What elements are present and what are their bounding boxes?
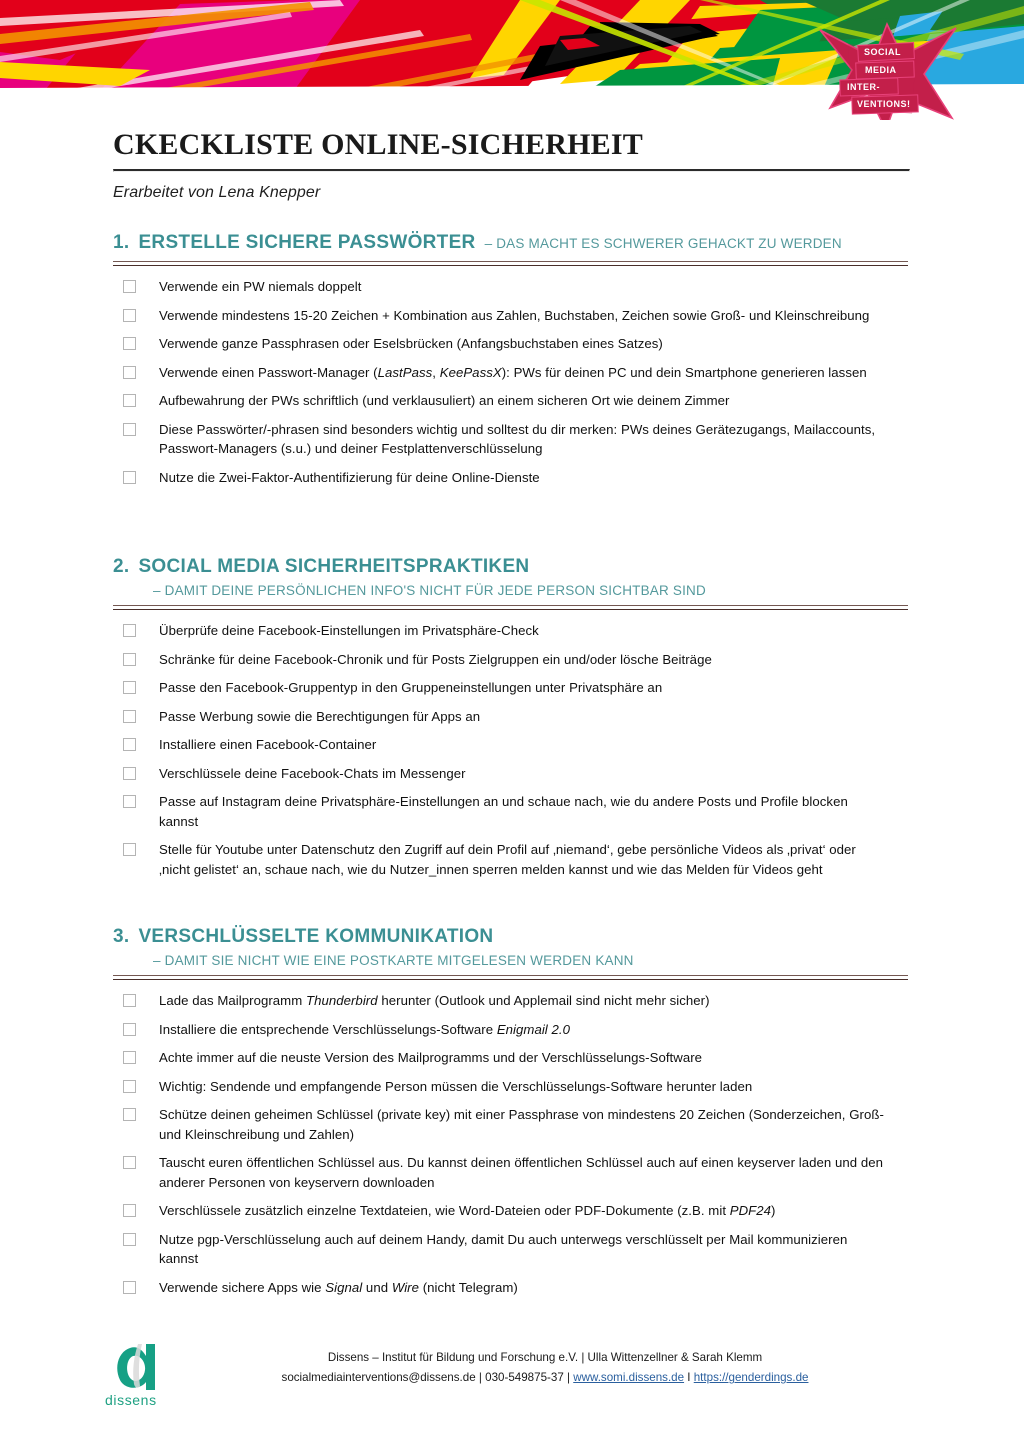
checkbox-icon[interactable] bbox=[123, 280, 136, 293]
footer-contact-prefix: socialmediainterventions@dissens.de | 030-549875-37 | bbox=[281, 1371, 574, 1385]
checklist-item-label: Verwende mindestens 15-20 Zeichen + Kombination aus Zahlen, Buchstaben, Zeichen sowie Groß- und Kleinschreibung bbox=[159, 307, 870, 323]
checkbox-icon[interactable] bbox=[123, 1156, 136, 1169]
checkbox-icon[interactable] bbox=[123, 1023, 136, 1036]
checklist-item[interactable] bbox=[113, 420, 908, 459]
checklist-item[interactable] bbox=[113, 468, 908, 488]
section-1-checklist bbox=[113, 277, 908, 487]
checklist-item-label: Passe den Facebook-Gruppentyp in den Gruppeneinstellungen unter Privatsphäre an bbox=[159, 680, 663, 696]
checkbox-icon[interactable] bbox=[123, 710, 136, 723]
social-media-interventions-star-logo bbox=[812, 22, 962, 120]
checklist-item-label: Stelle für Youtube unter Datenschutz den Zugriff auf dein Profil auf ‚niemand‘, gebe persönliche Videos als ‚privat‘ oder ‚nicht gelistet‘ an, schaue nach, wie du Nutzer_innen sperren melden kannst und wie das Melden für Videos geht bbox=[159, 842, 856, 877]
checklist-item[interactable] bbox=[113, 1201, 908, 1221]
checkbox-icon[interactable] bbox=[123, 1281, 136, 1294]
section-2-title: SOCIAL MEDIA SICHERHEITSPRAKTIKEN bbox=[138, 556, 530, 577]
section-2-divider bbox=[113, 605, 908, 611]
checklist-item[interactable] bbox=[113, 363, 908, 383]
star-label-line-3: INTER- bbox=[847, 82, 880, 92]
checklist-item[interactable] bbox=[113, 792, 908, 831]
checkbox-icon[interactable] bbox=[123, 366, 136, 379]
checklist-item-label: Aufbewahrung der PWs schriftlich (und verklausuliert) an einem sicheren Ort wie deinem Zimmer bbox=[159, 393, 730, 409]
checkbox-icon[interactable] bbox=[123, 423, 136, 436]
checkbox-icon[interactable] bbox=[123, 681, 136, 694]
checklist-item[interactable] bbox=[113, 764, 908, 784]
title-divider bbox=[113, 169, 910, 172]
checklist-item[interactable] bbox=[113, 1230, 908, 1269]
checklist-item[interactable] bbox=[113, 678, 908, 698]
checkbox-icon[interactable] bbox=[123, 337, 136, 350]
checklist-item-label: Verwende ganze Passphrasen oder Eselsbrücken (Anfangsbuchstaben eines Satzes) bbox=[159, 336, 663, 352]
star-label-line-1: SOCIAL bbox=[864, 47, 902, 57]
checklist-item[interactable] bbox=[113, 1278, 908, 1298]
section-3-heading bbox=[113, 926, 908, 948]
section-3-number: 3. bbox=[113, 926, 130, 947]
checklist-item[interactable] bbox=[113, 1048, 908, 1068]
checklist-item-label: Verschlüssele deine Facebook-Chats im Messenger bbox=[159, 765, 466, 781]
star-label-line-2: MEDIA bbox=[865, 65, 897, 75]
section-1-heading bbox=[113, 232, 908, 254]
checklist-item-label: Verwende ein PW niemals doppelt bbox=[159, 279, 362, 294]
checklist-item[interactable] bbox=[113, 621, 908, 641]
section-1 bbox=[113, 232, 908, 496]
checklist-item[interactable] bbox=[113, 840, 908, 879]
section-3 bbox=[113, 926, 908, 1306]
star-label-line-4: VENTIONS! bbox=[857, 99, 911, 109]
checkbox-icon[interactable] bbox=[123, 767, 136, 780]
checklist-item[interactable] bbox=[113, 1105, 908, 1144]
checklist-item-label: Nutze pgp-Verschlüsselung auch auf deinem Handy, damit Du auch unterwegs verschlüsselt per Mail kommunizieren kannst bbox=[159, 1231, 848, 1267]
section-3-divider bbox=[113, 975, 908, 981]
checklist-item[interactable] bbox=[113, 1020, 908, 1040]
title-block bbox=[113, 128, 908, 202]
checkbox-icon[interactable] bbox=[123, 1108, 136, 1121]
section-2-checklist bbox=[113, 621, 908, 879]
section-3-title: VERSCHLÜSSELTE KOMMUNIKATION bbox=[138, 926, 494, 947]
checklist-item-label: Nutze die Zwei-Faktor-Authentifizierung für deine Online-Dienste bbox=[159, 469, 540, 485]
checkbox-icon[interactable] bbox=[123, 795, 136, 808]
footer-contact-info bbox=[195, 1348, 895, 1389]
checklist-item[interactable] bbox=[113, 391, 908, 411]
checkbox-icon[interactable] bbox=[123, 653, 136, 666]
checklist-item-label: Diese Passwörter/-phrasen sind besonders wichtig und solltest du dir merken: PWs deines Gerätezugangs, Mailaccounts, Passwort-Managers (s.u.) und deiner Festplattenverschlüsselung bbox=[159, 421, 876, 457]
checklist-item-label: Passe Werbung sowie die Berechtigungen für Apps an bbox=[159, 708, 481, 724]
checkbox-icon[interactable] bbox=[123, 624, 136, 637]
checklist-item-label: Verwende sichere Apps wie Signal und Wire (nicht Telegram) bbox=[159, 1279, 518, 1295]
section-1-number: 1. bbox=[113, 232, 130, 253]
section-2-heading bbox=[113, 556, 908, 578]
checkbox-icon[interactable] bbox=[123, 309, 136, 322]
checklist-item-label: Passe auf Instagram deine Privatsphäre-Einstellungen an und schaue nach, wie du andere Posts und Profile blocken kannst bbox=[159, 794, 848, 829]
footer-line-2 bbox=[195, 1368, 895, 1388]
checkbox-icon[interactable] bbox=[123, 738, 136, 751]
section-1-subtitle: – DAS MACHT ES SCHWERER GEHACKT ZU WERDEN bbox=[484, 236, 842, 251]
checklist-item[interactable] bbox=[113, 1077, 908, 1097]
checklist-item-label: Tauscht euren öffentlichen Schlüssel aus. Du kannst deinen öffentlichen Schlüssel auch auf einen keyserver laden und den anderer Personen von keyservern downloaden bbox=[159, 1155, 883, 1190]
checklist-item-label: Schütze deinen geheimen Schlüssel (private key) mit einer Passphrase von mindestens 20 Zeichen (Sonderzeichen, Groß- und Kleinschreibung und Zahlen) bbox=[159, 1107, 884, 1142]
checklist-item[interactable] bbox=[113, 1153, 908, 1192]
checklist-item-label: Verwende einen Passwort-Manager (LastPass, KeePassX): PWs für deinen PC und dein Smartphone generieren lassen bbox=[159, 364, 867, 380]
section-2 bbox=[113, 556, 908, 888]
footer-link-separator: I bbox=[684, 1371, 694, 1385]
section-2-number: 2. bbox=[113, 556, 130, 577]
checklist-item[interactable] bbox=[113, 306, 908, 326]
section-3-checklist bbox=[113, 991, 908, 1297]
checklist-item-label: Überprüfe deine Facebook-Einstellungen im Privatsphäre-Check bbox=[159, 623, 539, 638]
checklist-item[interactable] bbox=[113, 991, 908, 1011]
page-title: CKECKLISTE ONLINE-SICHERHEIT bbox=[113, 128, 643, 161]
checklist-item-label: Lade das Mailprogramm Thunderbird herunter (Outlook und Applemail sind nicht mehr sicher) bbox=[159, 993, 710, 1008]
checklist-item[interactable] bbox=[113, 334, 908, 354]
checklist-item-label: Wichtig: Sendende und empfangende Person müssen die Verschlüsselungs-Software herunter laden bbox=[159, 1078, 753, 1094]
checkbox-icon[interactable] bbox=[123, 394, 136, 407]
checklist-item-label: Installiere einen Facebook-Container bbox=[159, 737, 377, 753]
footer-link-somi[interactable]: www.somi.dissens.de bbox=[573, 1371, 685, 1385]
checkbox-icon[interactable] bbox=[123, 471, 136, 484]
checklist-item-label: Achte immer auf die neuste Version des Mailprogramms und der Verschlüsselungs-Software bbox=[159, 1050, 703, 1066]
section-1-title: ERSTELLE SICHERE PASSWÖRTER bbox=[138, 232, 476, 253]
checkbox-icon[interactable] bbox=[123, 843, 136, 856]
section-2-subtitle: – DAMIT DEINE PERSÖNLICHEN INFO'S NICHT FÜR JEDE PERSON SICHTBAR SIND bbox=[153, 583, 706, 598]
checklist-item-label: Schränke für deine Facebook-Chronik und für Posts Zielgruppen ein und/oder lösche Beiträge bbox=[159, 651, 712, 667]
footer-link-genderdings[interactable]: https://genderdings.de bbox=[693, 1371, 809, 1385]
checklist-item[interactable] bbox=[113, 650, 908, 670]
section-3-subtitle: – DAMIT SIE NICHT WIE EINE POSTKARTE MITGELESEN WERDEN KANN bbox=[153, 953, 634, 968]
decorative-header-banner bbox=[0, 0, 1024, 120]
checklist-item-label: Verschlüssele zusätzlich einzelne Textdateien, wie Word-Dateien oder PDF-Dokumente (z.B. mit PDF24) bbox=[159, 1203, 776, 1219]
author-line: Erarbeitet von Lena Knepper bbox=[113, 184, 321, 201]
checkbox-icon[interactable] bbox=[123, 994, 136, 1007]
dissens-wordmark: dissens bbox=[105, 1392, 157, 1408]
checkbox-icon[interactable] bbox=[123, 1204, 136, 1217]
checklist-item[interactable] bbox=[113, 277, 908, 297]
checklist-item[interactable] bbox=[113, 707, 908, 727]
footer-line-1: Dissens – Institut für Bildung und Forschung e.V. | Ulla Wittenzellner & Sarah Klemm bbox=[327, 1351, 763, 1364]
checklist-item-label: Installiere die entsprechende Verschlüsselungs-Software Enigmail 2.0 bbox=[159, 1021, 570, 1037]
checkbox-icon[interactable] bbox=[123, 1233, 136, 1246]
checklist-item[interactable] bbox=[113, 735, 908, 755]
section-1-divider bbox=[113, 261, 908, 267]
checkbox-icon[interactable] bbox=[123, 1080, 136, 1093]
checkbox-icon[interactable] bbox=[123, 1051, 136, 1064]
